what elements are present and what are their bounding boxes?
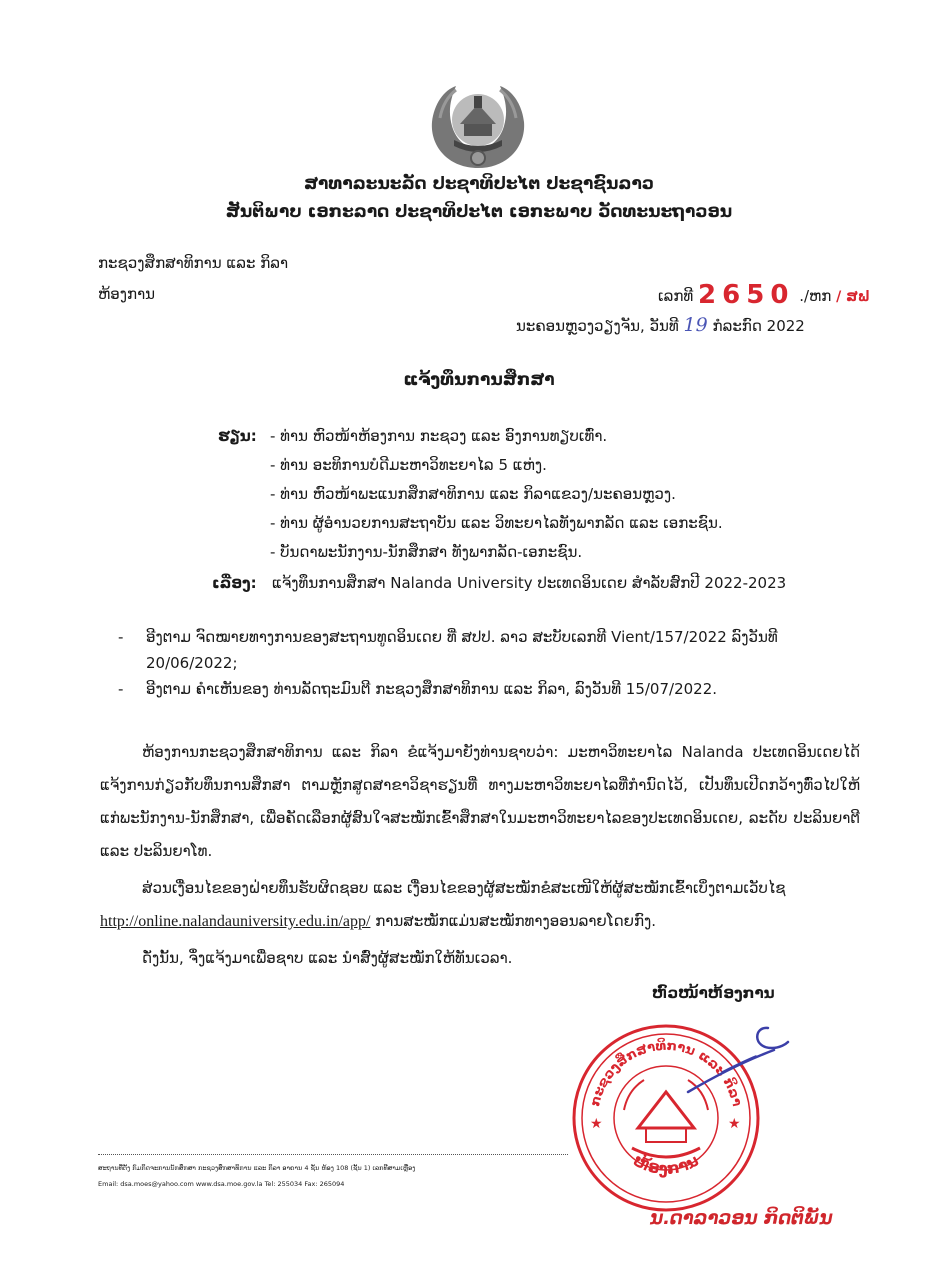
subject-text: ແຈ້ງທຶນການສຶກສາ Nalanda University ປະເທດອິນເດຍ ສຳລັບສົກປີ 2022-2023 <box>272 574 787 592</box>
ministry-name: ກະຊວງສຶກສາທິການ ແລະ ກິລາ <box>98 254 289 272</box>
date-suffix: ກໍລະກົດ 2022 <box>712 317 805 335</box>
signer-name: ນ.ດາລາວອນ ກິດຕິພັນ <box>650 1208 833 1229</box>
svg-text:★: ★ <box>728 1116 741 1132</box>
reference-number-suffix: ./ຫກ <box>799 287 832 305</box>
footer-address: ສະຖານທີ່ຕັ້ງ ກົມກິດຈະການນັກສຶກສາ ກະຊວງສຶກສາທິການ ແລະ ກິລາ ອາຄານ 4 ຊັ້ນ ຫ້ອງ 108 (ຊັ້ນ 1) ເລກທີສາມເຫຼື່ອງ <box>98 1164 416 1172</box>
recipients-list <box>270 426 723 571</box>
reference-item <box>118 624 826 676</box>
reference-number <box>658 280 870 310</box>
date-line <box>516 314 805 336</box>
application-link[interactable]: http://online.nalandauniversity.edu.in/app/ <box>100 913 371 930</box>
bullet-dash: - <box>118 680 124 698</box>
recipient-item: - ທ່ານ ຜູ້ອຳນວຍການສະຖາບັນ ແລະ ວິທະຍາໄລທັງພາກລັດ ແລະ ເອກະຊົນ. <box>270 514 723 532</box>
recipient-item: - ທ່ານ ຫົວໜ້າຫ້ອງການ ກະຊວງ ແລະ ອົງການທຽບເທົ່າ. <box>270 427 608 445</box>
stamp-text-bottom: ຫ້ອງການ <box>630 1150 702 1179</box>
svg-text:★: ★ <box>590 1116 603 1132</box>
footer-divider <box>98 1154 568 1155</box>
document-title: ແຈ້ງທຶນການສຶກສາ <box>403 370 555 390</box>
recipients-label: ຮຽນ: <box>218 427 257 445</box>
body-paragraph: ຫ້ອງການກະຊວງສຶກສາທິການ ແລະ ກິລາ ຂໍແຈ້ງມາຍັງທ່ານຊາບວ່າ: ມະຫາວິທະຍາໄລ Nalanda ປະເທດອິນເດຍໄດ້ແຈ້ງການກ່ຽວກັບທຶນການສຶກສາ ຕາມຫຼັກສູດສາຂາວິຊາຮຽນທີ່ ທາງມະຫາວິທະຍາໄລທີ່ກຳນົດໄວ້, ເປັນທຶນເປີດກວ້າງທົ່ວໄປໃຫ້ແກ່ພະນັກງານ-ນັກສຶກສາ, ເພື່ອຄັດເລືອກຜູ້ສົນໃຈສະໝັກເຂົ້າສຶກສາໃນມະຫາວິທະຍາໄລຂອງປະເທດອິນເດຍ, ລະດັບ ປະລິນຍາຕີ ແລະ ປະລິນຍາໂທ. <box>100 743 860 860</box>
stamp-text-top: ກະຊວງສຶກສາທິການ ແລະ ກິລາ <box>588 1038 744 1108</box>
reference-stamp-mark: / ສຟ <box>836 289 870 305</box>
country-name: ສາທາລະນະລັດ ປະຊາທິປະໄຕ ປະຊາຊົນລາວ <box>304 174 654 194</box>
body-paragraph: ດັ່ງນັ້ນ, ຈຶ່ງແຈ້ງມາເພື່ອຊາບ ແລະ ນຳສົ່ງຜູ້ສະໝັກໃຫ້ທັນເວລາ. <box>142 949 513 967</box>
department-name: ຫ້ອງການ <box>98 285 156 303</box>
recipient-item: - ທ່ານ ຫົວໜ້າພະແນກສຶກສາທິການ ແລະ ກິລາແຂວງ/ນະຄອນຫຼວງ. <box>270 485 676 503</box>
recipient-item: - ທ່ານ ອະທິການບໍດີມະຫາວິທະຍາໄລ 5 ແຫ່ງ. <box>270 456 547 474</box>
reference-item <box>118 676 826 702</box>
signature-icon <box>682 1018 792 1098</box>
reference-number-value: 2650 <box>698 280 795 310</box>
subject-label: ເລື່ອງ: <box>212 574 257 592</box>
national-motto: ສັນຕິພາບ ເອກະລາດ ປະຊາທິປະໄຕ ເອກະພາບ ວັດທະນະຖາວອນ <box>225 202 733 222</box>
reference-text: ອີງຕາມ ຄຳເຫັນຂອງ ທ່ານລັດຖະມົນຕີ ກະຊວງສຶກສາທິການ ແລະ ກິລາ, ລົງວັນທີ 15/07/2022. <box>146 680 718 698</box>
reference-number-label: ເລກທີ <box>658 287 694 305</box>
national-emblem-icon <box>426 82 530 170</box>
signer-title: ຫົວໜ້າຫ້ອງການ <box>652 984 775 1002</box>
references-list <box>118 624 826 702</box>
recipient-item: - ບັນດາພະນັກງານ-ນັກສຶກສາ ທັງພາກລັດ-ເອກະຊົນ. <box>270 543 583 561</box>
bullet-dash: - <box>118 628 124 646</box>
date-day: 19 <box>683 314 708 336</box>
footer-contact: Email: dsa.moes@yahoo.com www.dsa.moe.gov.la Tel: 255034 Fax: 265094 <box>98 1180 345 1188</box>
reference-text: ອີງຕາມ ຈົດໝາຍທາງການຂອງສະຖານທູດອິນເດຍ ທີ່ ສປປ. ລາວ ສະບັບເລກທີ Vient/157/2022 ລົງວັນທີ 20/06/2022; <box>146 628 778 672</box>
date-prefix: ນະຄອນຫຼວງວຽງຈັນ, ວັນທີ <box>516 317 679 335</box>
body-paragraph: ສ່ວນເງື່ອນໄຂຂອງຝ່າຍທຶນຮັບຜິດຊອບ ແລະ ເງື່ອນໄຂຂອງຜູ້ສະໝັກຂໍສະເໜີໃຫ້ຜູ້ສະໝັກເຂົ້າເບິ່ງຕາມເວັບໄຊ http://online.nalandauniversity.edu.in/app/ ການສະໝັກແມ່ນສະໝັກທາງອອນລາຍໂດຍກົງ. <box>100 879 786 930</box>
svg-text:ຫ້ອງການ <box>630 1151 701 1179</box>
